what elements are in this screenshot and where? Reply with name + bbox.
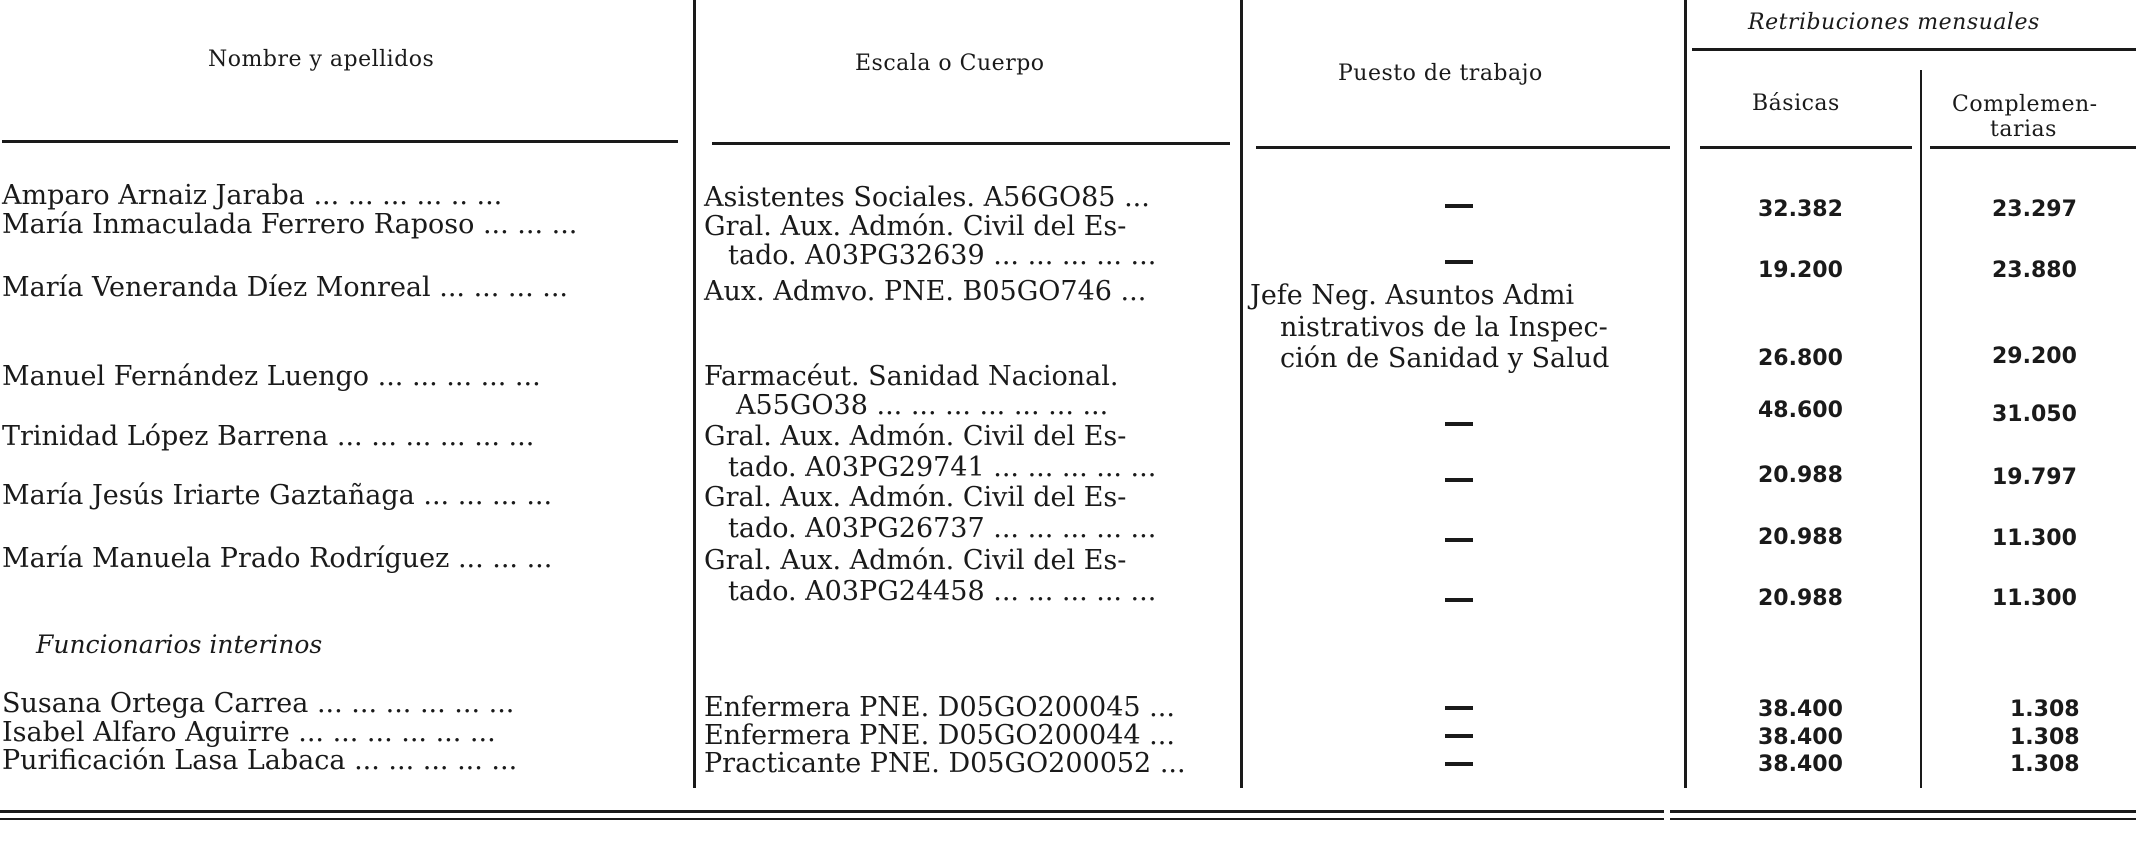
row1-escala: Asistentes Sociales. A56GO85 ... bbox=[704, 182, 1150, 213]
row5-basicas: 20.988 bbox=[1758, 463, 1843, 488]
column-divider-2 bbox=[1240, 0, 1243, 640]
header-puesto: Puesto de trabajo bbox=[1338, 61, 1543, 86]
row1-basicas: 32.382 bbox=[1758, 197, 1843, 222]
footer-rule-left-1 bbox=[0, 810, 1664, 813]
row1-complementarias: 23.297 bbox=[1992, 197, 2077, 222]
interino1-nombre-row: Susana Ortega Carrea ... ... ... ... ... ... bbox=[2, 688, 515, 719]
header-escala: Escala o Cuerpo bbox=[855, 51, 1045, 76]
header-rule-retribuciones bbox=[1692, 48, 2136, 51]
row6-nombre: María Jesús Iriarte Gaztañaga ... ... ... ... bbox=[2, 480, 553, 511]
header-rule-puesto bbox=[1256, 146, 1670, 149]
column-divider-4 bbox=[1920, 70, 1922, 640]
header-nombre: Nombre y apellidos bbox=[208, 47, 435, 72]
header-rule-escala bbox=[712, 142, 1230, 145]
header-rule-complementarias bbox=[1930, 146, 2136, 149]
row4-escala-2: A55GO38 ... ... ... ... ... ... ... bbox=[736, 390, 1109, 421]
row7-escala-1: Gral. Aux. Admón. Civil del Es- bbox=[704, 545, 1127, 576]
header-retribuciones: Retribuciones mensuales bbox=[1748, 10, 2040, 35]
row2-escala-2: tado. A03PG32639 ... ... ... ... ... bbox=[728, 240, 1157, 271]
row5-escala-1: Gral. Aux. Admón. Civil del Es- bbox=[704, 421, 1127, 452]
interino2-escala: Enfermera PNE. D05GO200044 ... bbox=[704, 720, 1175, 751]
interino2-basicas: 38.400 bbox=[1758, 725, 1843, 750]
row6-basicas: 20.988 bbox=[1758, 525, 1843, 550]
row4-complementarias: 31.050 bbox=[1992, 402, 2077, 427]
interino3-puesto-dash bbox=[1445, 762, 1473, 766]
row6-puesto-dash bbox=[1445, 538, 1473, 542]
row2-nombre: María Inmaculada Ferrero Raposo ... ... ... bbox=[2, 209, 578, 240]
row6-complementarias: 11.300 bbox=[1992, 526, 2077, 551]
row7-complementarias: 11.300 bbox=[1992, 586, 2077, 611]
footer-rule-right-1 bbox=[1670, 810, 2136, 813]
header-rule-nombre bbox=[2, 140, 678, 143]
interino1-escala: Enfermera PNE. D05GO200045 ... bbox=[704, 692, 1175, 723]
interino2-puesto-dash bbox=[1445, 734, 1473, 738]
column-divider-3 bbox=[1684, 0, 1687, 640]
row3-puesto-1: Jefe Neg. Asuntos Admi bbox=[1250, 280, 1575, 311]
row6-escala-1: Gral. Aux. Admón. Civil del Es- bbox=[704, 482, 1127, 513]
interino3-escala: Practicante PNE. D05GO200052 ... bbox=[704, 748, 1186, 779]
section-interinos: Funcionarios interinos bbox=[36, 630, 323, 659]
row2-escala-1: Gral. Aux. Admón. Civil del Es- bbox=[704, 211, 1127, 242]
footer-rule-right-2 bbox=[1670, 818, 2136, 820]
interino2-complementarias: 1.308 bbox=[2010, 725, 2080, 750]
column-divider-3-lower bbox=[1684, 640, 1687, 788]
row3-basicas: 26.800 bbox=[1758, 346, 1843, 371]
row7-basicas: 20.988 bbox=[1758, 586, 1843, 611]
row5-nombre: Trinidad López Barrena ... ... ... ... ... ... bbox=[2, 421, 535, 452]
row7-escala-2: tado. A03PG24458 ... ... ... ... ... bbox=[728, 576, 1157, 607]
header-basicas: Básicas bbox=[1752, 91, 1840, 116]
row3-nombre: María Veneranda Díez Monreal ... ... ... ... bbox=[2, 272, 568, 303]
row4-nombre: Manuel Fernández Luengo ... ... ... ... ... bbox=[2, 361, 541, 392]
footer-rule-left-2 bbox=[0, 818, 1664, 820]
column-divider-2-lower bbox=[1240, 640, 1243, 788]
row5-escala-2: tado. A03PG29741 ... ... ... ... ... bbox=[728, 452, 1157, 483]
interino3-nombre: Purificación Lasa Labaca ... ... ... ... ... bbox=[2, 745, 518, 776]
interino3-basicas: 38.400 bbox=[1758, 752, 1843, 777]
row7-puesto-dash bbox=[1445, 598, 1473, 602]
interino3-complementarias: 1.308 bbox=[2010, 752, 2080, 777]
interino1-basicas: 38.400 bbox=[1758, 697, 1843, 722]
row5-complementarias: 19.797 bbox=[1992, 465, 2077, 490]
row5-puesto-dash bbox=[1445, 478, 1473, 482]
row4-puesto-dash bbox=[1445, 422, 1473, 426]
header-complementarias-1: Complemen- bbox=[1952, 92, 2098, 117]
row4-basicas: 48.600 bbox=[1758, 398, 1843, 423]
row6-escala-2: tado. A03PG26737 ... ... ... ... ... bbox=[728, 513, 1157, 544]
row3-complementarias: 29.200 bbox=[1992, 344, 2077, 369]
interino1-complementarias: 1.308 bbox=[2010, 697, 2080, 722]
interino1-puesto-dash bbox=[1445, 706, 1473, 710]
row2-complementarias: 23.880 bbox=[1992, 258, 2077, 283]
row2-puesto-dash bbox=[1445, 260, 1473, 264]
row1-nombre: Amparo Arnaiz Jaraba ... ... ... ... .. ... bbox=[2, 180, 503, 211]
header-rule-basicas bbox=[1700, 146, 1912, 149]
column-divider-1 bbox=[693, 0, 696, 640]
column-divider-1-lower bbox=[693, 640, 696, 788]
column-divider-4-lower bbox=[1920, 640, 1922, 788]
interino2-nombre: Isabel Alfaro Aguirre ... ... ... ... ... ... bbox=[2, 717, 496, 748]
row3-puesto-2: nistrativos de la Inspec- bbox=[1280, 312, 1608, 343]
header-complementarias-2: tarias bbox=[1990, 117, 2057, 142]
row7-nombre: María Manuela Prado Rodríguez ... ... ... bbox=[2, 543, 553, 574]
row4-escala-1: Farmacéut. Sanidad Nacional. bbox=[704, 361, 1119, 392]
row3-puesto-3: ción de Sanidad y Salud bbox=[1280, 343, 1610, 374]
row2-basicas: 19.200 bbox=[1758, 258, 1843, 283]
row3-escala: Aux. Admvo. PNE. B05GO746 ... bbox=[704, 276, 1147, 307]
row1-puesto-dash bbox=[1445, 204, 1473, 208]
